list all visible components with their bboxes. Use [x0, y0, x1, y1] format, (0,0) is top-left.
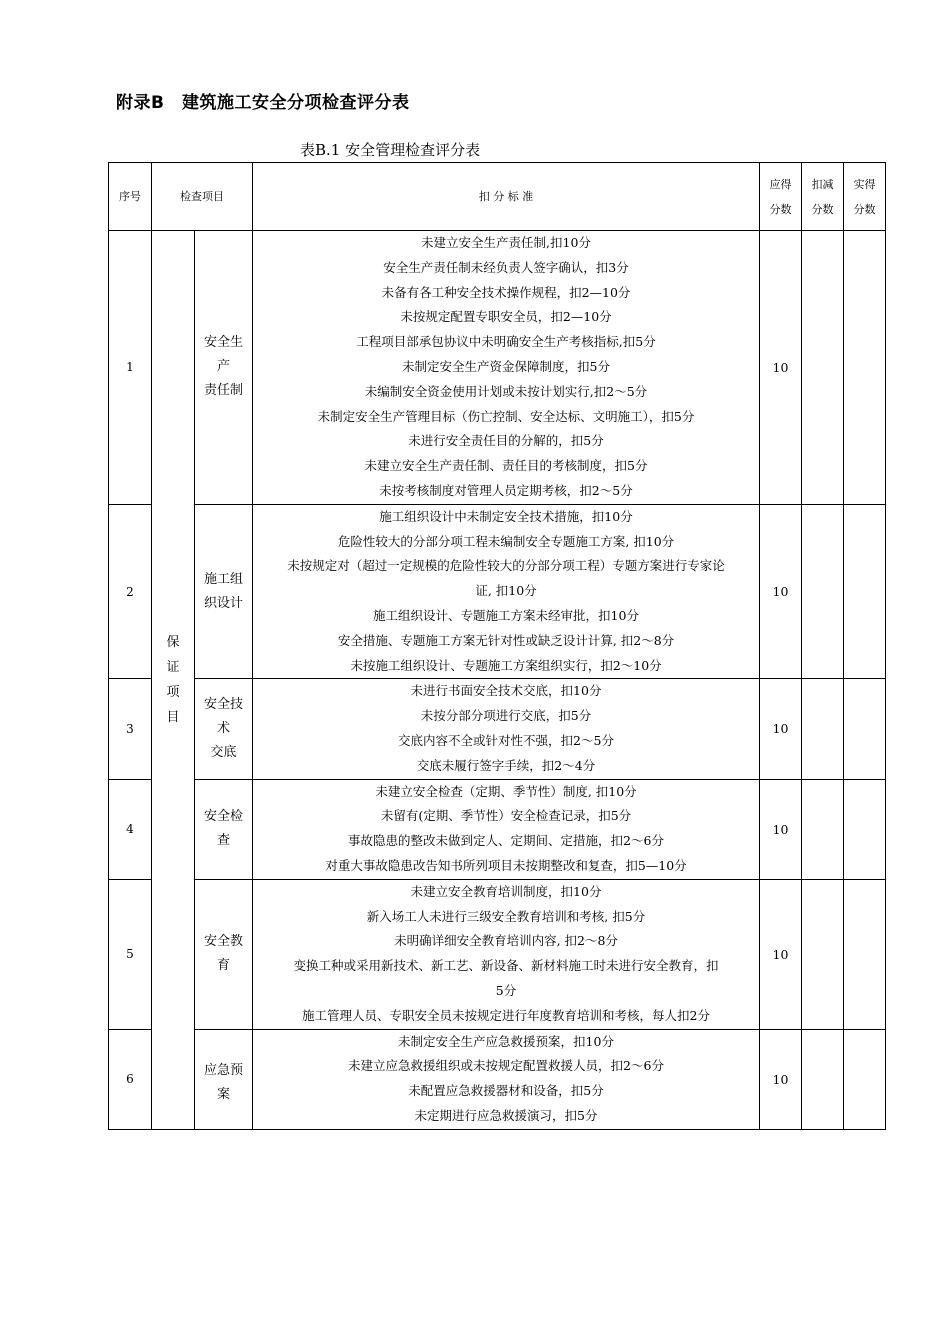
row-deduct-score-cell[interactable]: [802, 679, 844, 779]
row-actual-score-cell[interactable]: [844, 231, 886, 505]
row-due-score: 10: [760, 1029, 802, 1129]
row-actual-score-cell[interactable]: [844, 1029, 886, 1129]
row-actual-score-cell[interactable]: [844, 779, 886, 879]
row-due-score: 10: [760, 779, 802, 879]
row-seq: 3: [109, 679, 152, 779]
header-actual-score: 实得 分数: [844, 163, 886, 231]
category-guaranteed-items: 保 证 项 目: [152, 231, 195, 1130]
header-criteria: 扣 分 标 准: [253, 163, 760, 231]
row-actual-score-cell[interactable]: [844, 679, 886, 779]
row-item-name: 安全教 育: [195, 879, 253, 1029]
row-item-name: 施工组 织设计: [195, 504, 253, 679]
row-actual-score-cell[interactable]: [844, 504, 886, 679]
row-seq: 4: [109, 779, 152, 879]
row-seq: 1: [109, 231, 152, 505]
row-seq: 6: [109, 1029, 152, 1129]
row-criteria: 未建立安全检查（定期、季节性）制度, 扣10分 未留有(定期、季节性）安全检查记录，扣5分 事故隐患的整改未做到定人、定期间、定措施，扣2～6分 对重大事故隐患改告知书所列项目未按期整改和复查，扣5—10分: [253, 779, 760, 879]
row-criteria: 施工组织设计中未制定安全技术措施，扣10分 危险性较大的分部分项工程未编制安全专题施工方案, 扣10分 未按规定对（超过一定规模的危险性较大的分部分项工程）专题方案进行专家论 证, 扣10分 施工组织设计、专题施工方案未经审批，扣10分 安全措施、专题施工方案无针对性或缺乏设计计算, 扣2～8分 未按施工组织设计、专题施工方案组织实行，扣2～10分: [253, 504, 760, 679]
row-item-name: 应急预 案: [195, 1029, 253, 1129]
row-deduct-score-cell[interactable]: [802, 879, 844, 1029]
row-criteria: 未进行书面安全技术交底，扣10分 未按分部分项进行交底，扣5分 交底内容不全或针对性不强，扣2～5分 交底未履行签字手续，扣2～4分: [253, 679, 760, 779]
safety-management-score-table: [108, 162, 886, 1130]
row-due-score: 10: [760, 879, 802, 1029]
row-criteria: 未制定安全生产应急救援预案，扣10分 未建立应急救援组织或未按规定配置救援人员，扣2～6分 未配置应急救援器材和设备，扣5分 未定期进行应急救援演习，扣5分: [253, 1029, 760, 1129]
row-due-score: 10: [760, 231, 802, 505]
row-deduct-score-cell[interactable]: [802, 1029, 844, 1129]
row-item-name: 安全生 产 责任制: [195, 231, 253, 505]
row-deduct-score-cell[interactable]: [802, 504, 844, 679]
table-row: [109, 504, 886, 679]
row-deduct-score-cell[interactable]: [802, 231, 844, 505]
header-row: [109, 163, 886, 231]
table-row: [109, 779, 886, 879]
row-due-score: 10: [760, 679, 802, 779]
appendix-heading: 附录B 建筑施工安全分项检查评分表: [116, 93, 410, 113]
table-row: [109, 231, 886, 505]
header-deduct-score: 扣减 分数: [802, 163, 844, 231]
row-due-score: 10: [760, 504, 802, 679]
table-row: [109, 679, 886, 779]
header-seq: 序号: [109, 163, 152, 231]
row-deduct-score-cell[interactable]: [802, 779, 844, 879]
table-caption: 表B.1 安全管理检查评分表: [300, 141, 481, 159]
row-seq: 5: [109, 879, 152, 1029]
header-due-score: 应得 分数: [760, 163, 802, 231]
row-actual-score-cell[interactable]: [844, 879, 886, 1029]
row-criteria: 未建立安全生产责任制,扣10分 安全生产责任制未经负责人签字确认，扣3分 未备有各工种安全技术操作规程，扣2—10分 未按规定配置专职安全员，扣2—10分 工程项目部承包协议中未明确安全生产考核指标,扣5分 未制定安全生产资金保障制度，扣5分 未编制安全资金使用计划或未按计划实行,扣2～5分 未制定安全生产管理目标（伤亡控制、安全达标、文明施工），扣5分 未进行安全责任目的分解的，扣5分 未建立安全生产责任制、责任目的考核制度，扣5分 未按考核制度对管理人员定期考核，扣2～5分: [253, 231, 760, 505]
row-item-name: 安全检 查: [195, 779, 253, 879]
row-seq: 2: [109, 504, 152, 679]
row-item-name: 安全技 术 交底: [195, 679, 253, 779]
header-check-item: 检查项目: [152, 163, 253, 231]
table-row: [109, 1029, 886, 1129]
table-row: [109, 879, 886, 1029]
row-criteria: 未建立安全教育培训制度，扣10分 新入场工人未进行三级安全教育培训和考核, 扣5分 未明确详细安全教育培训内容, 扣2～8分 变换工种或采用新技术、新工艺、新设备、新材料施工时未进行安全教育，扣 5分 施工管理人员、专职安全员未按规定进行年度教育培训和考核，每人扣2分: [253, 879, 760, 1029]
